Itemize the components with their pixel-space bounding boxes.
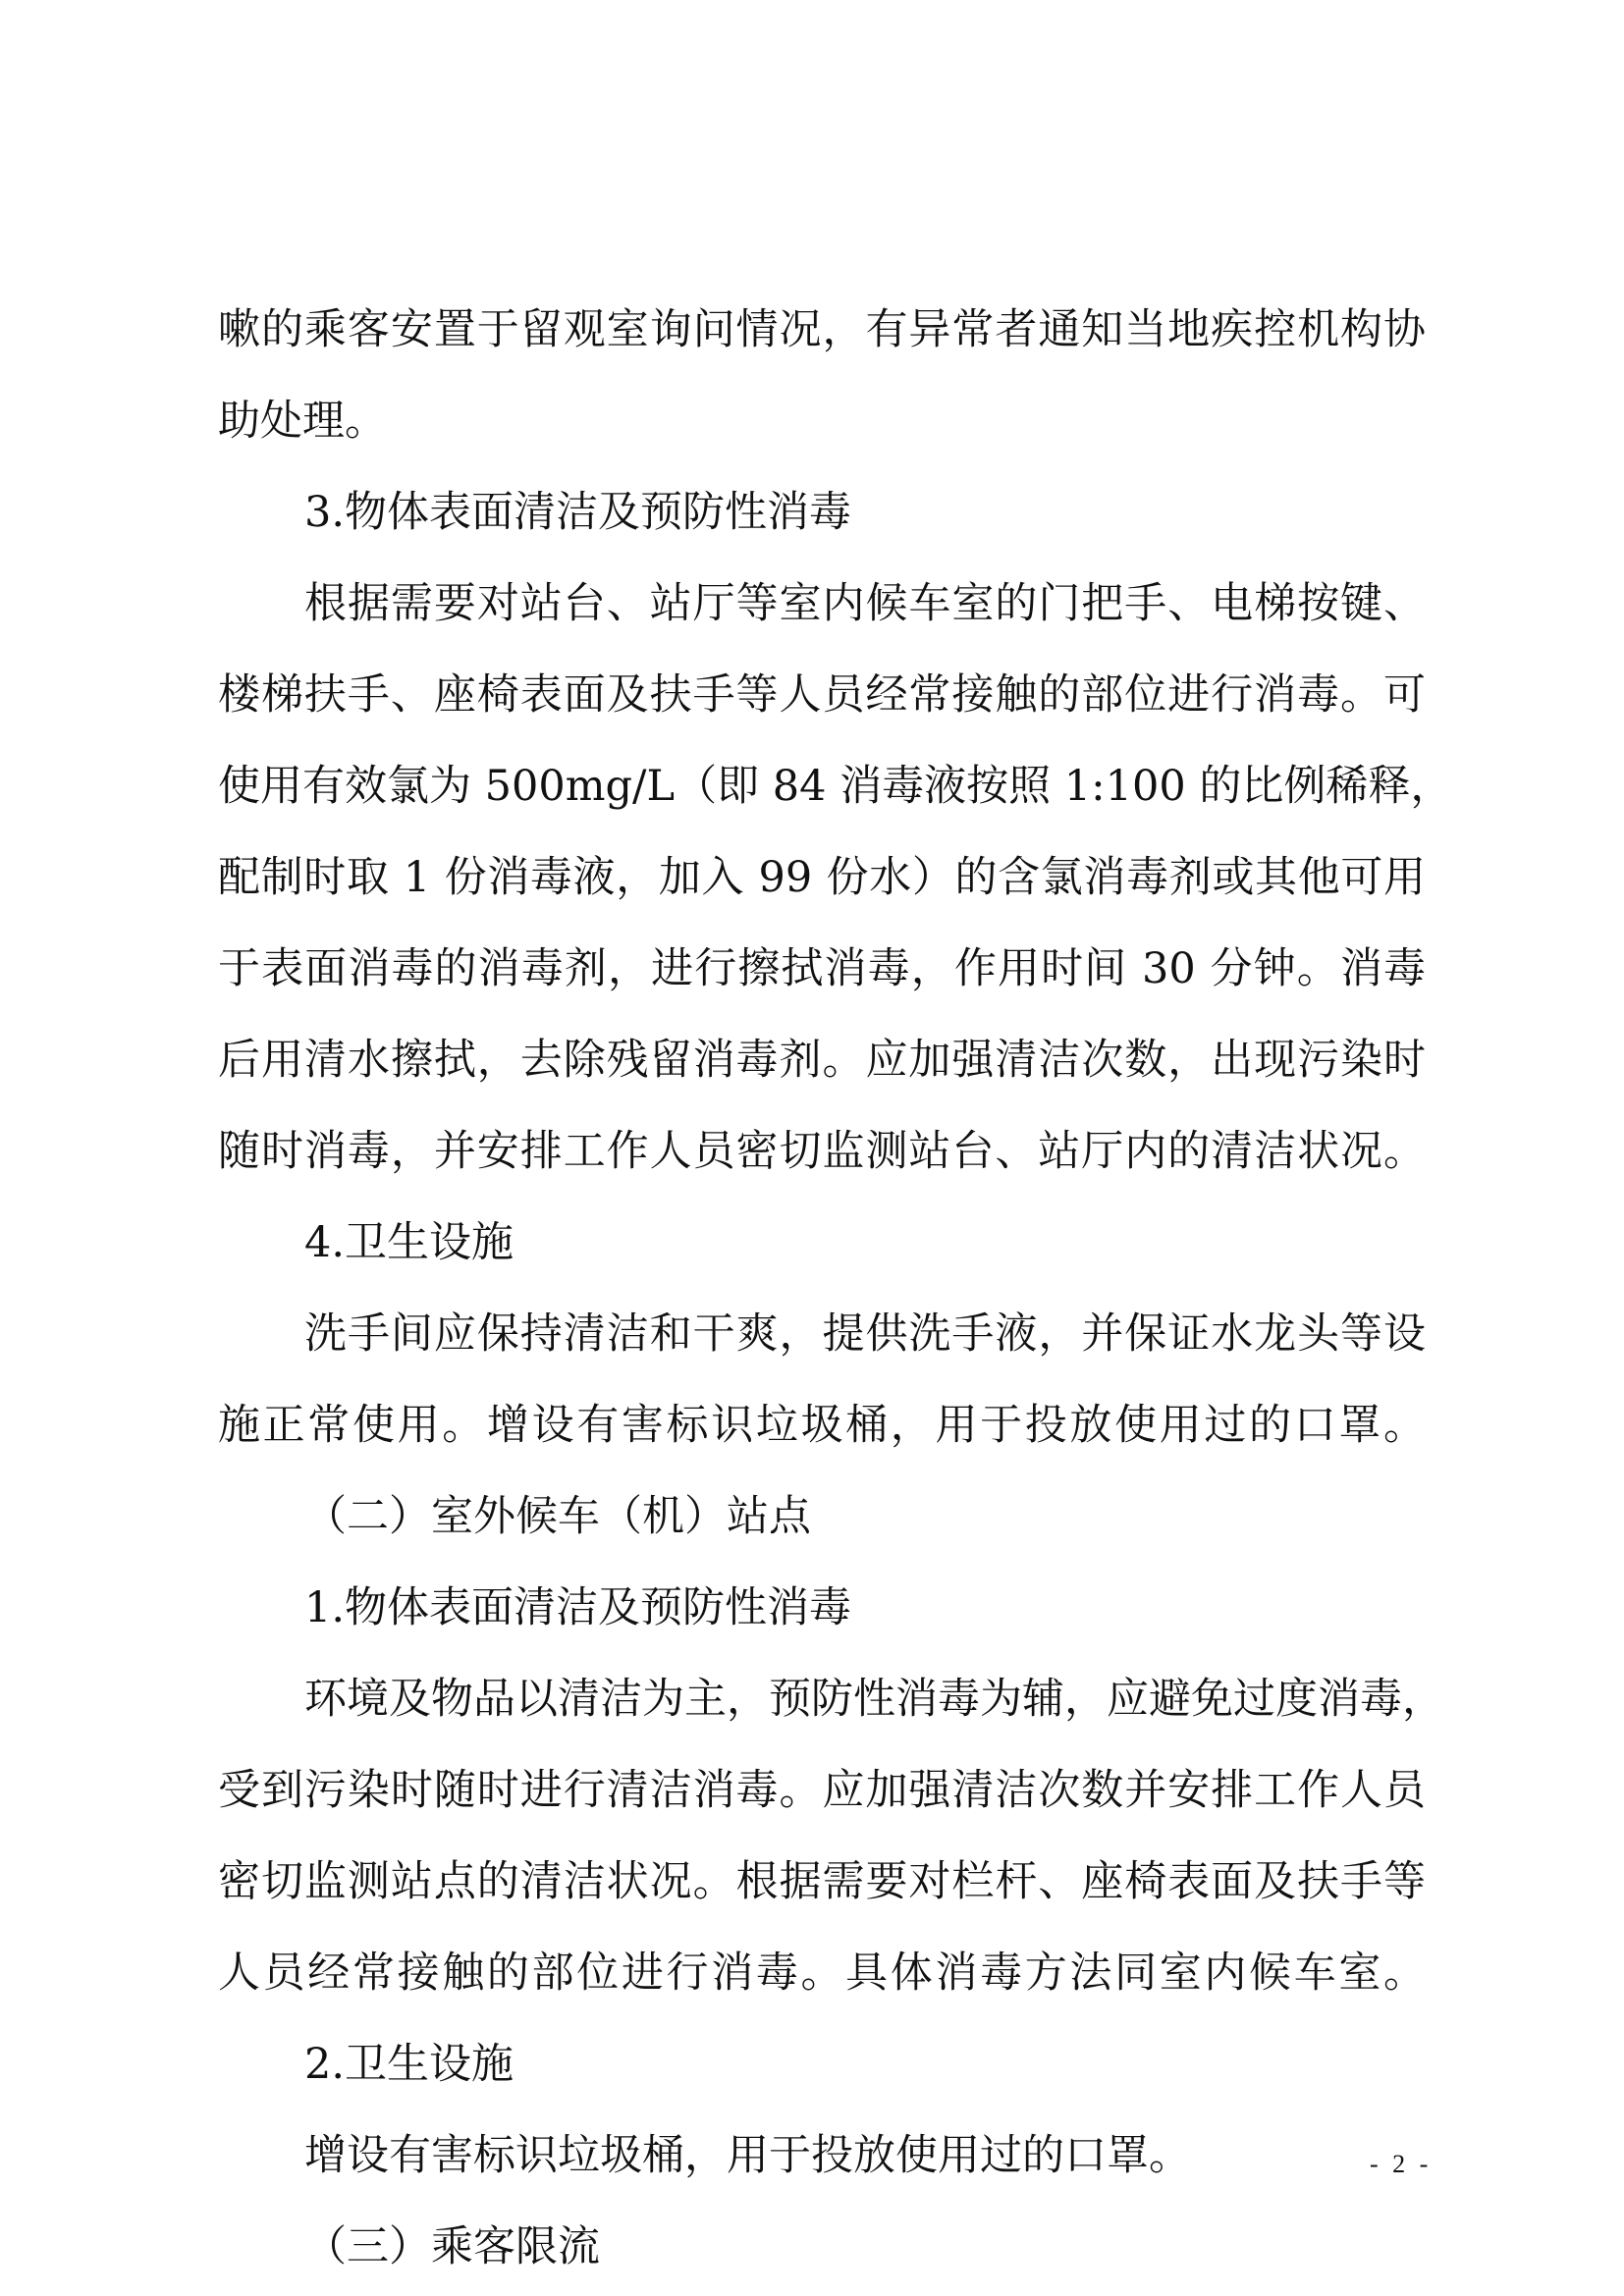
text-line: 施正常使用。增设有害标识垃圾桶，用于投放使用过的口罩。	[218, 1401, 1426, 1450]
text-line: 洗手间应保持清洁和干爽，提供洗手液，并保证水龙头等设	[304, 1309, 1426, 1359]
body-text	[218, 285, 1453, 2293]
section-heading: （三）乘客限流	[304, 2222, 600, 2271]
text-line: 楼梯扶手、座椅表面及扶手等人员经常接触的部位进行消毒。可	[218, 670, 1426, 720]
text-line: 助处理。	[218, 397, 387, 446]
text-line: 于表面消毒的消毒剂，进行擦拭消毒，作用时间 30 分钟。消毒	[218, 944, 1426, 993]
text-line: 受到污染时随时进行清洁消毒。应加强清洁次数并安排工作人员	[218, 1766, 1426, 1815]
section-heading: 2.卫生设施	[304, 2040, 514, 2089]
section-heading: 1.物体表面清洁及预防性消毒	[304, 1583, 852, 1632]
text-line: 后用清水擦拭，去除残留消毒剂。应加强清洁次数，出现污染时	[218, 1036, 1426, 1085]
text-line: 配制时取 1 份消毒液，加入 99 份水）的含氯消毒剂或其他可用	[218, 853, 1426, 902]
text-line: 密切监测站点的清洁状况。根据需要对栏杆、座椅表面及扶手等	[218, 1857, 1426, 1906]
section-heading: （二）室外候车（机）站点	[304, 1492, 811, 1541]
text-line: 嗽的乘客安置于留观室询问情况，有异常者通知当地疾控机构协	[218, 305, 1426, 354]
text-line: 使用有效氯为 500mg/L（即 84 消毒液按照 1:100 的比例稀释，	[218, 762, 1453, 811]
text-line: 根据需要对站台、站厅等室内候车室的门把手、电梯按键、	[304, 579, 1426, 628]
page-number: - 2 -	[1370, 2150, 1433, 2178]
text-line: 随时消毒，并安排工作人员密切监测站台、站厅内的清洁状况。	[218, 1127, 1426, 1176]
text-line: 环境及物品以清洁为主，预防性消毒为辅，应避免过度消毒，	[304, 1675, 1444, 1724]
section-heading: 4.卫生设施	[304, 1218, 514, 1267]
section-heading: 3.物体表面清洁及预防性消毒	[304, 488, 852, 537]
text-line: 人员经常接触的部位进行消毒。具体消毒方法同室内候车室。	[218, 1949, 1426, 1998]
text-line: 增设有害标识垃圾桶，用于投放使用过的口罩。	[304, 2131, 1191, 2180]
